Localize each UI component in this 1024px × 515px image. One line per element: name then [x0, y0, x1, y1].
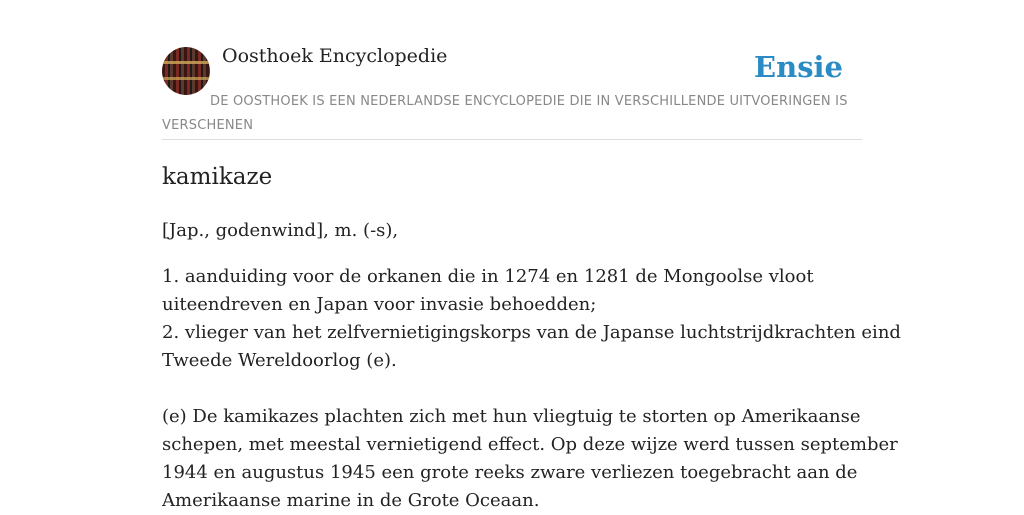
- definition-line: 2. vlieger van het zelfvernietigingskorps van de Japanse luchtstrijdkrachten eind: [162, 322, 901, 343]
- note-line: (e) De kamikazes plachten zich met hun vliegtuig te storten op Amerikaanse: [162, 406, 861, 427]
- page: [162, 0, 901, 511]
- site-description: DE OOSTHOEK IS EEN NEDERLANDSE ENCYCLOPEDIE DIE IN VERSCHILLENDE UITVOERINGEN IS VERSCHENEN: [162, 94, 848, 133]
- note-line: 1944 en augustus 1945 een grote reeks zware verliezen toegebracht aan de: [162, 462, 858, 483]
- note-line: Amerikaanse marine in de Grote Oceaan.: [162, 490, 540, 511]
- definition-line: 1. aanduiding voor de orkanen die in 1274 en 1281 de Mongoolse vloot: [162, 266, 814, 287]
- site-title-link[interactable]: Oosthoek Encyclopedie: [222, 45, 448, 67]
- definition-line: Tweede Wereldoorlog (e).: [162, 350, 397, 371]
- definitions: [162, 263, 901, 375]
- note-line: schepen, met meestal vernietigend effect. Op deze wijze werd tussen september: [162, 434, 898, 455]
- note: [162, 403, 898, 515]
- header: [162, 0, 862, 140]
- etymology: [Jap., godenwind], m. (-s),: [162, 220, 399, 241]
- ensie-logo-link[interactable]: Ensie: [754, 50, 843, 84]
- entry-title: kamikaze: [162, 164, 273, 190]
- book-spines-avatar-icon[interactable]: [162, 47, 210, 95]
- definition-line: uiteendreven en Japan voor invasie behoedden;: [162, 294, 597, 315]
